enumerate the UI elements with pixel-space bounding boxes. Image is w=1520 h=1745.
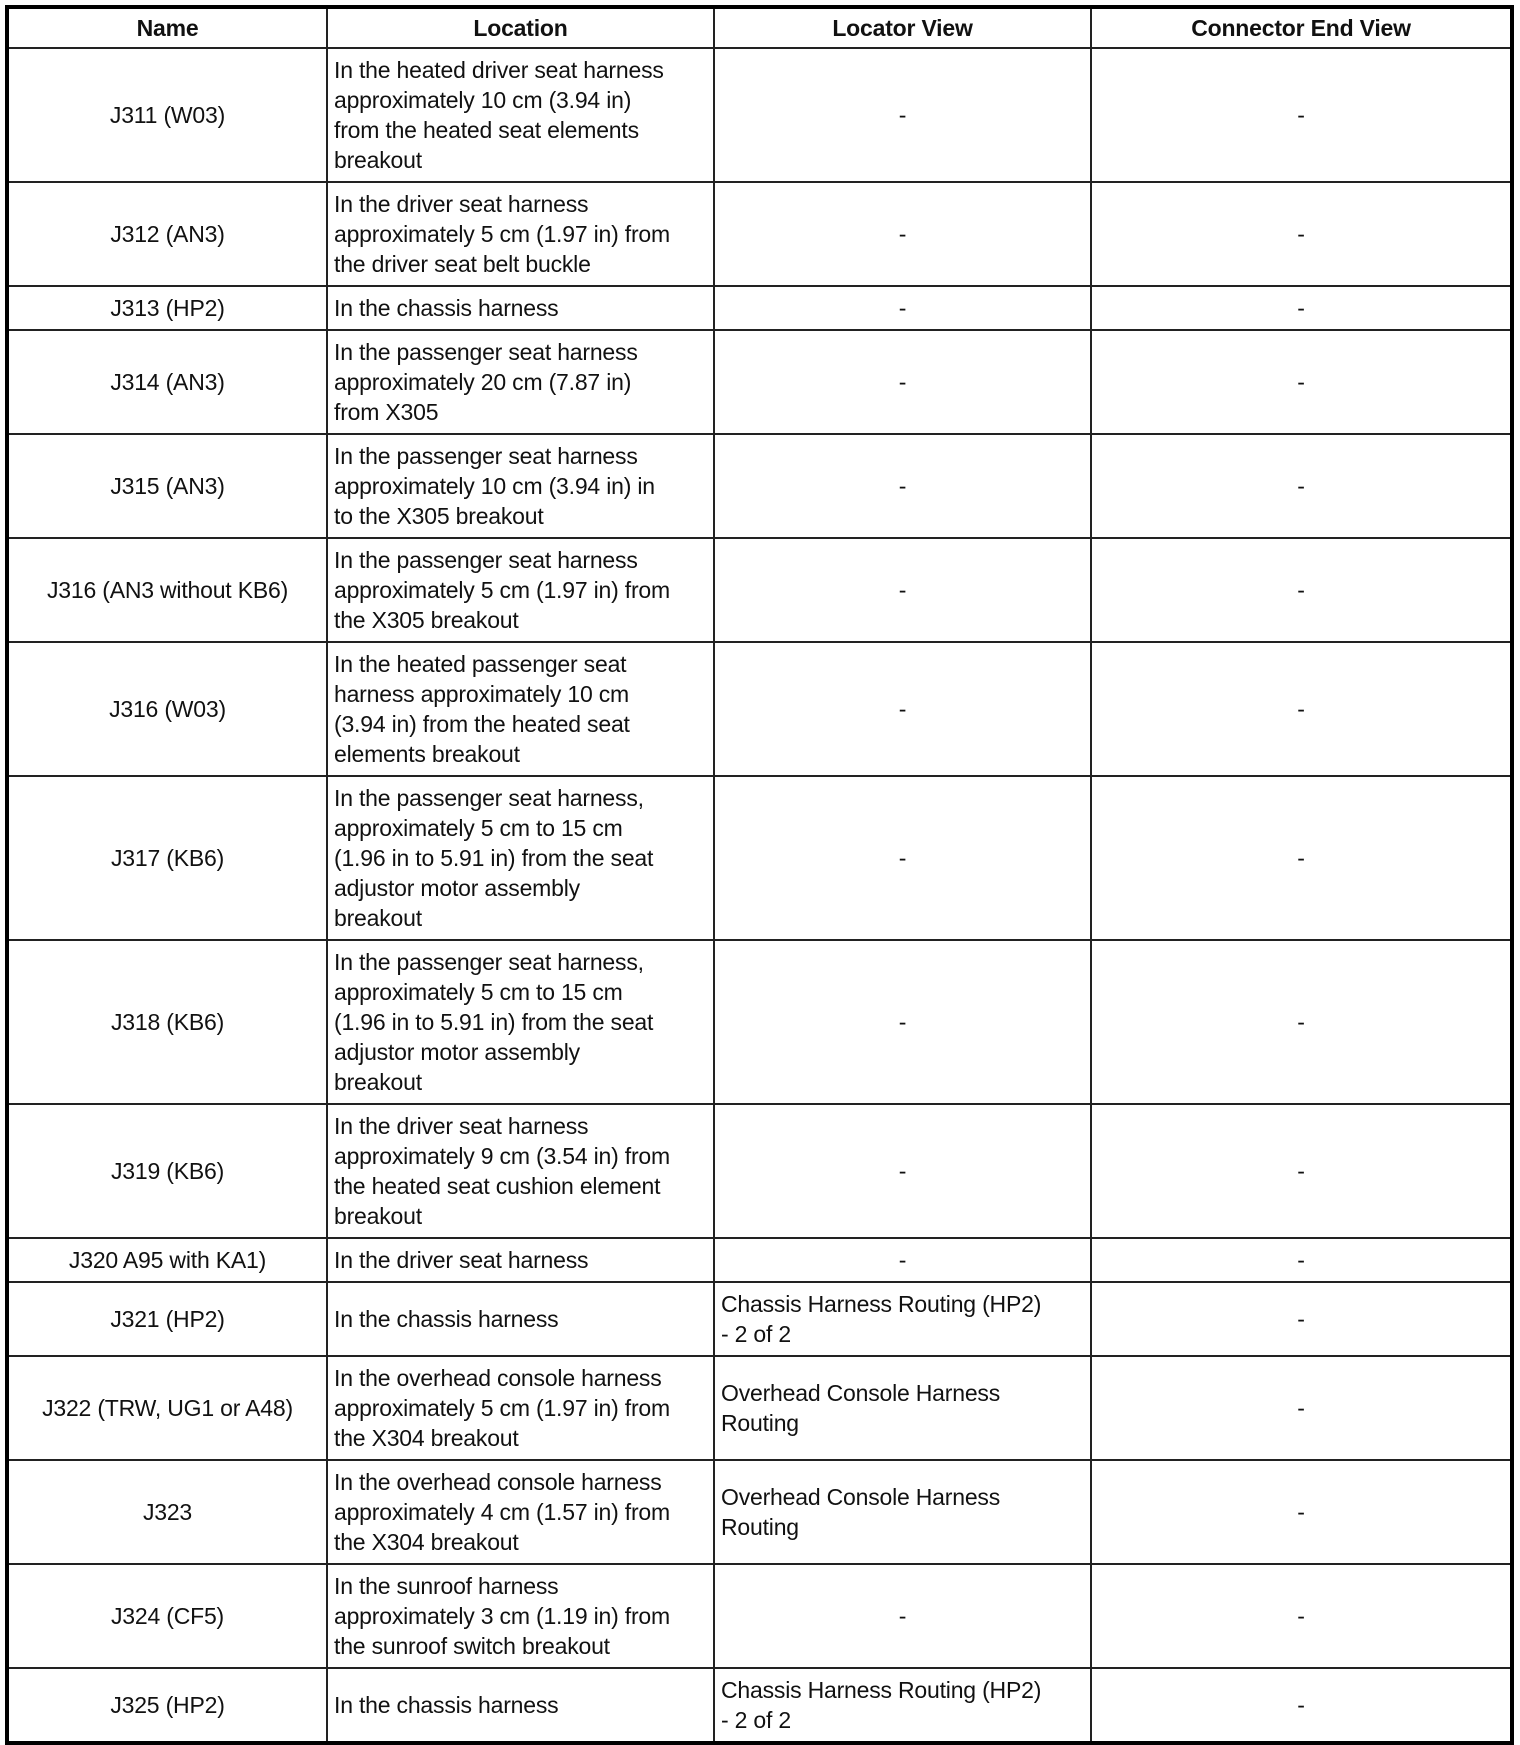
- connector-end-view-cell: -: [1091, 1460, 1512, 1564]
- name-cell: J311 (W03): [7, 48, 327, 182]
- locator-view-cell: -: [714, 330, 1091, 434]
- table-row: [7, 538, 1512, 642]
- connector-end-view-cell: -: [1091, 1104, 1512, 1238]
- table-row: [7, 48, 1512, 182]
- table-row: [7, 642, 1512, 776]
- connector-end-view-cell: -: [1091, 642, 1512, 776]
- name-cell: J321 (HP2): [7, 1282, 327, 1356]
- name-cell: J324 (CF5): [7, 1564, 327, 1668]
- location-cell: In the chassis harness: [327, 1668, 714, 1743]
- connector-end-view-cell: -: [1091, 1238, 1512, 1282]
- connector-end-view-cell: -: [1091, 1282, 1512, 1356]
- locator-view-cell: -: [714, 1238, 1091, 1282]
- name-cell: J315 (AN3): [7, 434, 327, 538]
- connector-end-view-cell: -: [1091, 182, 1512, 286]
- locator-view-cell: -: [714, 642, 1091, 776]
- locator-view-cell: -: [714, 182, 1091, 286]
- connector-end-view-cell: -: [1091, 286, 1512, 330]
- table-row: [7, 776, 1512, 940]
- table-row: [7, 1668, 1512, 1743]
- connector-end-view-cell: -: [1091, 48, 1512, 182]
- table-row: [7, 1238, 1512, 1282]
- location-cell: In the chassis harness: [327, 286, 714, 330]
- connector-end-view-cell: -: [1091, 1668, 1512, 1743]
- location-cell: In the sunroof harness approximately 3 cm (1.19 in) from the sunroof switch breakout: [327, 1564, 714, 1668]
- location-cell: In the chassis harness: [327, 1282, 714, 1356]
- name-cell: J314 (AN3): [7, 330, 327, 434]
- connector-end-view-cell: -: [1091, 1564, 1512, 1668]
- location-cell: In the heated passenger seat harness approximately 10 cm (3.94 in) from the heated seat elements breakout: [327, 642, 714, 776]
- location-cell: In the passenger seat harness, approximately 5 cm to 15 cm (1.96 in to 5.91 in) from the seat adjustor motor assembly breakout: [327, 776, 714, 940]
- name-cell: J316 (AN3 without KB6): [7, 538, 327, 642]
- locator-view-cell: -: [714, 1104, 1091, 1238]
- name-cell: J319 (KB6): [7, 1104, 327, 1238]
- name-cell: J318 (KB6): [7, 940, 327, 1104]
- location-cell: In the overhead console harness approximately 5 cm (1.97 in) from the X304 breakout: [327, 1356, 714, 1460]
- location-cell: In the passenger seat harness, approximately 5 cm to 15 cm (1.96 in to 5.91 in) from the seat adjustor motor assembly breakout: [327, 940, 714, 1104]
- connector-end-view-cell: -: [1091, 434, 1512, 538]
- locator-view-cell: Overhead Console Harness Routing: [714, 1460, 1091, 1564]
- locator-view-cell: -: [714, 286, 1091, 330]
- table-row: [7, 434, 1512, 538]
- locator-view-cell: Chassis Harness Routing (HP2) - 2 of 2: [714, 1282, 1091, 1356]
- location-cell: In the passenger seat harness approximately 10 cm (3.94 in) in to the X305 breakout: [327, 434, 714, 538]
- header-row: [7, 7, 1512, 48]
- table-row: [7, 1282, 1512, 1356]
- name-cell: J322 (TRW, UG1 or A48): [7, 1356, 327, 1460]
- location-cell: In the overhead console harness approximately 4 cm (1.57 in) from the X304 breakout: [327, 1460, 714, 1564]
- connector-end-view-cell: -: [1091, 776, 1512, 940]
- locator-view-cell: -: [714, 1564, 1091, 1668]
- table-row: [7, 182, 1512, 286]
- splice-location-table: [5, 5, 1514, 1745]
- table-row: [7, 1460, 1512, 1564]
- locator-view-cell: Chassis Harness Routing (HP2) - 2 of 2: [714, 1668, 1091, 1743]
- table-row: [7, 286, 1512, 330]
- table-row: [7, 330, 1512, 434]
- connector-end-view-cell: -: [1091, 330, 1512, 434]
- connector-end-view-cell: -: [1091, 940, 1512, 1104]
- table-row: [7, 1564, 1512, 1668]
- header-name: Name: [7, 7, 327, 48]
- locator-view-cell: -: [714, 48, 1091, 182]
- name-cell: J312 (AN3): [7, 182, 327, 286]
- table-row: [7, 1104, 1512, 1238]
- location-cell: In the passenger seat harness approximately 20 cm (7.87 in) from X305: [327, 330, 714, 434]
- locator-view-cell: -: [714, 538, 1091, 642]
- locator-view-cell: -: [714, 940, 1091, 1104]
- header-locator-view: Locator View: [714, 7, 1091, 48]
- locator-view-cell: Overhead Console Harness Routing: [714, 1356, 1091, 1460]
- location-cell: In the driver seat harness: [327, 1238, 714, 1282]
- location-cell: In the heated driver seat harness approximately 10 cm (3.94 in) from the heated seat elements breakout: [327, 48, 714, 182]
- connector-end-view-cell: -: [1091, 538, 1512, 642]
- connector-end-view-cell: -: [1091, 1356, 1512, 1460]
- table-row: [7, 1356, 1512, 1460]
- locator-view-cell: -: [714, 434, 1091, 538]
- name-cell: J323: [7, 1460, 327, 1564]
- header-connector-end-view: Connector End View: [1091, 7, 1512, 48]
- name-cell: J317 (KB6): [7, 776, 327, 940]
- location-cell: In the driver seat harness approximately 9 cm (3.54 in) from the heated seat cushion element breakout: [327, 1104, 714, 1238]
- location-cell: In the passenger seat harness approximately 5 cm (1.97 in) from the X305 breakout: [327, 538, 714, 642]
- header-location: Location: [327, 7, 714, 48]
- location-cell: In the driver seat harness approximately 5 cm (1.97 in) from the driver seat belt buckle: [327, 182, 714, 286]
- locator-view-cell: -: [714, 776, 1091, 940]
- name-cell: J325 (HP2): [7, 1668, 327, 1743]
- name-cell: J313 (HP2): [7, 286, 327, 330]
- name-cell: J320 A95 with KA1): [7, 1238, 327, 1282]
- table-row: [7, 940, 1512, 1104]
- name-cell: J316 (W03): [7, 642, 327, 776]
